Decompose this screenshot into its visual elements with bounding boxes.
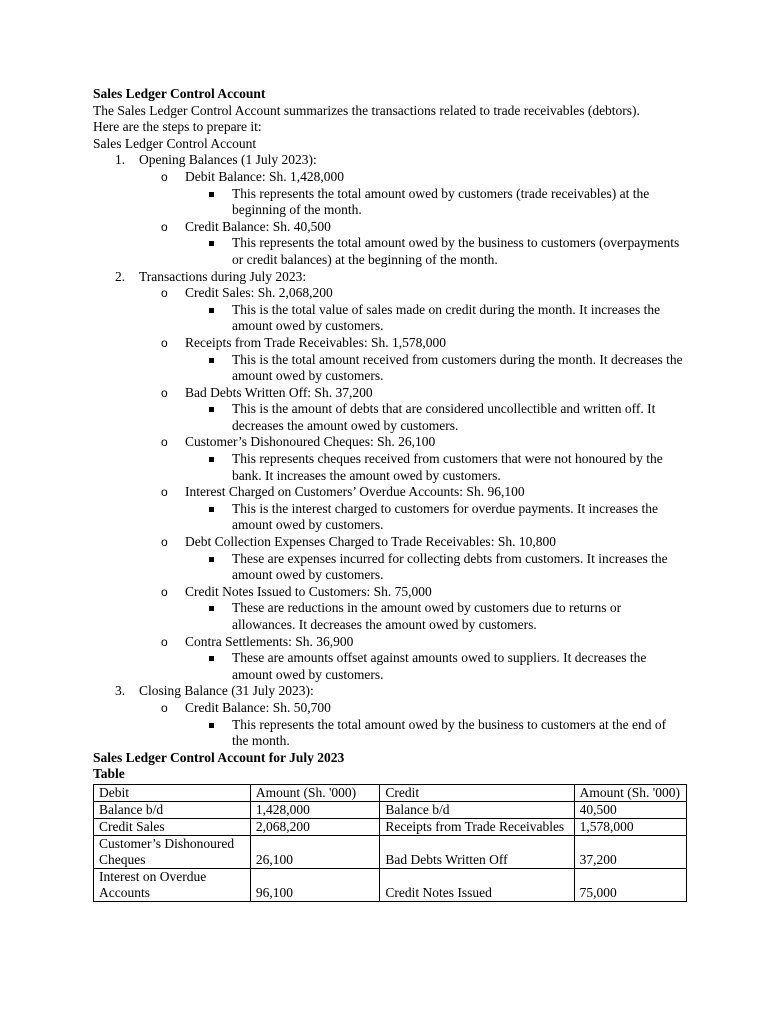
- item-detail: [185, 401, 693, 434]
- item-detail-text: This is the interest charged to customers for overdue payments. It increases the amount owed by customers.: [232, 500, 658, 533]
- table-cell: Balance b/d: [94, 801, 251, 818]
- list-item: [139, 285, 693, 335]
- square-bullet-icon: [209, 723, 214, 728]
- steps-list: [93, 152, 693, 749]
- item-label: Credit Balance: Sh. 40,500: [185, 218, 331, 234]
- table-cell: Balance b/d: [380, 801, 574, 818]
- document-title: Sales Ledger Control Account: [93, 86, 266, 101]
- list-item: [139, 584, 693, 634]
- list-item: [139, 219, 693, 269]
- item-detail: [185, 650, 693, 683]
- item-detail-text: This represents the total amount owed by the business to customers at the end of the month.: [232, 716, 667, 749]
- item-detail: [185, 451, 693, 484]
- circle-bullet-icon: o: [161, 335, 168, 350]
- item-detail-text: This represents the total amount owed by the business to customers (overpayments or credit balances) at the beginning of the month.: [232, 235, 680, 267]
- table-cell: Credit Notes Issued: [380, 868, 574, 901]
- square-bullet-icon: [209, 656, 214, 661]
- circle-bullet-icon: o: [161, 584, 168, 599]
- step-transactions: [93, 269, 693, 684]
- square-bullet-icon: [209, 241, 214, 246]
- table-cell: 1,428,000: [250, 801, 380, 818]
- table-cell: 2,068,200: [250, 818, 380, 835]
- table-cell: 1,578,000: [574, 818, 686, 835]
- list-item: [139, 434, 693, 484]
- table-cell: 96,100: [250, 868, 380, 901]
- step-number: 1.: [115, 152, 126, 168]
- document-page: [93, 86, 693, 902]
- square-bullet-icon: [209, 457, 214, 462]
- item-detail-text: This represents cheques received from customers that were not honoured by the bank. It increases the amount owed by customers.: [232, 451, 663, 483]
- item-label: Bad Debts Written Off: Sh. 37,200: [185, 384, 373, 400]
- table-header-row: [94, 784, 687, 801]
- square-bullet-icon: [209, 407, 214, 412]
- table-row: [94, 801, 687, 818]
- list-item: [139, 634, 693, 684]
- item-label: Contra Settlements: Sh. 36,900: [185, 633, 354, 649]
- step-opening-balances: [93, 152, 693, 268]
- item-detail: [185, 501, 693, 534]
- header-cell: Amount (Sh. '000): [574, 784, 686, 801]
- step-label: Opening Balances (1 July 2023):: [139, 152, 317, 168]
- table-label: Table: [93, 766, 125, 782]
- intro-line-2: Here are the steps to prepare it:: [93, 119, 262, 135]
- circle-bullet-icon: o: [161, 169, 168, 184]
- header-cell: Credit: [380, 784, 574, 801]
- list-item: [139, 335, 693, 385]
- item-label: Credit Balance: Sh. 50,700: [185, 699, 331, 715]
- item-detail: [185, 352, 693, 385]
- table-cell: Receipts from Trade Receivables: [380, 818, 574, 835]
- square-bullet-icon: [209, 606, 214, 611]
- circle-bullet-icon: o: [161, 634, 168, 649]
- item-detail-text: These are amounts offset against amounts owed to suppliers. It decreases the amount owed by customers.: [232, 650, 647, 682]
- circle-bullet-icon: o: [161, 485, 168, 500]
- table-row: [94, 818, 687, 835]
- item-label: Customer’s Dishonoured Cheques: Sh. 26,100: [185, 434, 436, 450]
- item-label: Receipts from Trade Receivables: Sh. 1,578,000: [185, 334, 446, 350]
- circle-bullet-icon: o: [161, 219, 168, 234]
- list-item: [139, 169, 693, 219]
- table-heading: Sales Ledger Control Account for July 2023: [93, 749, 345, 765]
- item-detail-text: This is the total value of sales made on credit during the month. It increases the amount owed by customers.: [232, 301, 661, 334]
- list-item: [139, 484, 693, 534]
- item-detail: [185, 551, 693, 584]
- subheading: Sales Ledger Control Account: [93, 135, 257, 151]
- step-closing-balance: [93, 683, 693, 749]
- header-cell: Debit: [94, 784, 251, 801]
- item-detail: [185, 235, 693, 268]
- item-label: Debit Balance: Sh. 1,428,000: [185, 168, 344, 184]
- circle-bullet-icon: o: [161, 535, 168, 550]
- square-bullet-icon: [209, 507, 214, 512]
- item-detail: [185, 717, 693, 750]
- list-item: [139, 700, 693, 750]
- ledger-table: [93, 784, 687, 902]
- item-detail-text: These are expenses incurred for collecting debts from customers. It increases the amount owed by customers.: [232, 550, 668, 583]
- table-cell: 37,200: [574, 835, 686, 868]
- step-number: 3.: [115, 683, 126, 699]
- step-label: Closing Balance (31 July 2023):: [139, 683, 314, 699]
- list-item: [139, 534, 693, 584]
- square-bullet-icon: [209, 308, 214, 313]
- item-detail-text: This is the total amount received from customers during the month. It decreases the amount owed by customers.: [232, 351, 683, 384]
- circle-bullet-icon: o: [161, 700, 168, 715]
- item-detail-text: These are reductions in the amount owed by customers due to returns or allowances. It decreases the amount owed by customers.: [232, 600, 622, 632]
- square-bullet-icon: [209, 557, 214, 562]
- table-cell: 75,000: [574, 868, 686, 901]
- table-cell: Credit Sales: [94, 818, 251, 835]
- item-label: Interest Charged on Customers’ Overdue Accounts: Sh. 96,100: [185, 484, 525, 500]
- item-detail: [185, 600, 693, 633]
- circle-bullet-icon: o: [161, 435, 168, 450]
- intro-line-1: The Sales Ledger Control Account summarizes the transactions related to trade receivables (debtors).: [93, 102, 640, 118]
- list-item: [139, 385, 693, 435]
- table-cell: 40,500: [574, 801, 686, 818]
- item-detail: [185, 302, 693, 335]
- item-detail-text: This represents the total amount owed by customers (trade receivables) at the beginning of the month.: [232, 185, 650, 218]
- item-detail: [185, 186, 693, 219]
- table-row: [94, 835, 687, 868]
- step-label: Transactions during July 2023:: [139, 268, 307, 284]
- square-bullet-icon: [209, 358, 214, 363]
- item-detail-text: This is the amount of debts that are considered uncollectible and written off. It decreases the amount owed by customers.: [232, 401, 656, 433]
- item-label: Credit Sales: Sh. 2,068,200: [185, 285, 333, 301]
- circle-bullet-icon: o: [161, 385, 168, 400]
- table-cell: Customer’s Dishonoured Cheques: [94, 835, 251, 868]
- table-cell: 26,100: [250, 835, 380, 868]
- circle-bullet-icon: o: [161, 286, 168, 301]
- table-cell: Bad Debts Written Off: [380, 835, 574, 868]
- square-bullet-icon: [209, 192, 214, 197]
- table-row: [94, 868, 687, 901]
- header-cell: Amount (Sh. '000): [250, 784, 380, 801]
- step-number: 2.: [115, 268, 126, 284]
- item-label: Credit Notes Issued to Customers: Sh. 75,000: [185, 583, 432, 599]
- item-label: Debt Collection Expenses Charged to Trade Receivables: Sh. 10,800: [185, 534, 556, 550]
- table-cell: Interest on Overdue Accounts: [94, 868, 251, 901]
